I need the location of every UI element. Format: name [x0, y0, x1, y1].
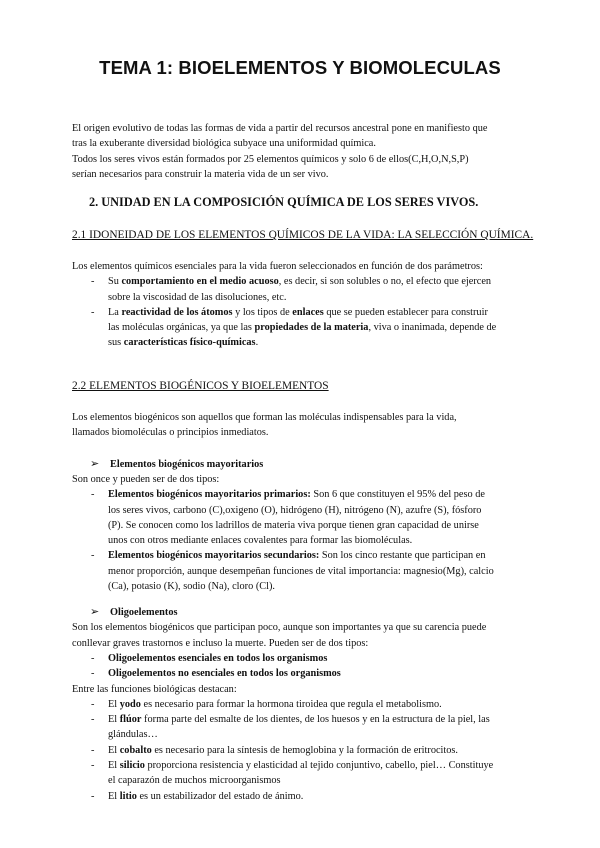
list-item-continuation: menor proporción, aunque desempeñan funciones de vital importancia: magnesio(Mg), calcio	[108, 566, 494, 577]
list-item-continuation: el caparazón de muchos microorganismos	[108, 775, 281, 786]
functions-lead: Entre las funciones biológicas destacan:	[72, 684, 237, 695]
list-item-continuation: (P). Se conocen como los ladrillos de materia viva porque tienen gran capacidad de unirse	[108, 520, 479, 531]
page-title: TEMA 1: BIOELEMENTOS Y BIOMOLECULAS	[99, 57, 501, 78]
dash-marker: -	[91, 668, 95, 679]
list-item-continuation: los seres vivos, carbono (C),oxigeno (O), hidrógeno (H), nitrógeno (N), azufre (S), fósforo	[108, 505, 482, 516]
intro-line-2: tras la exuberante diversidad biológica subyace una uniformidad química.	[72, 138, 376, 149]
dash-marker: -	[91, 307, 95, 318]
subsection-2-1-heading: 2.1 IDONEIDAD DE LOS ELEMENTOS QUÍMICOS DE LA VIDA: LA SELECCIÓN QUÍMICA.	[72, 229, 534, 241]
section-2-heading: 2. UNIDAD EN LA COMPOSICIÓN QUÍMICA DE LOS SERES VIVOS.	[89, 195, 479, 209]
arrow-bullet-icon: ➢	[90, 457, 100, 470]
subsection-2-2-lead-2: llamados biomoléculas o principios inmediatos.	[72, 427, 269, 438]
dash-marker: -	[91, 550, 95, 561]
subsection-2-2-lead-1: Los elementos biogénicos son aquellos que forman las moléculas indispensables para la vida,	[72, 412, 457, 423]
dash-marker: -	[91, 760, 95, 771]
arrow-bullet-icon: ➢	[90, 605, 100, 618]
dash-marker: -	[91, 714, 95, 725]
oligo-text-1: Son los elementos biogénicos que participan poco, aunque son importantes ya que su carencia puede	[72, 622, 487, 633]
list-item-continuation: sobre la viscosidad de las disoluciones, etc.	[108, 292, 287, 303]
mayoritarios-heading: ➢ Elementos biogénicos mayoritarios	[90, 457, 264, 470]
list-item-continuation: glándulas…	[108, 729, 158, 740]
subsection-2-1-lead: Los elementos químicos esenciales para la vida fueron seleccionados en función de dos parámetros:	[72, 261, 483, 272]
mayoritarios-lead: Son once y pueden ser de dos tipos:	[72, 474, 220, 485]
dash-marker: -	[91, 276, 95, 287]
oligoelementos-heading: ➢ Oligoelementos	[90, 605, 178, 618]
list-item-continuation: sus características físico-químicas.	[108, 337, 259, 348]
intro-line-1: El origen evolutivo de todas las formas de vida a partir del recursos ancestral pone en manifiesto que	[72, 123, 488, 134]
dash-marker: -	[91, 653, 95, 664]
dash-marker: -	[91, 791, 95, 802]
document-page: TEMA 1: BIOELEMENTOS Y BIOMOLECULAS El origen evolutivo de todas las formas de vida a partir del recursos ancestral pone en manifiesto que tras la exuberante diversidad biológica subyace una uniformidad química. Todos los seres vivos están formados por 25 elementos químicos y solo 6 de ellos(C,H,O,N,S,P) serían necesarios para construir la materia vida de un ser vivo. 2. UNIDAD EN LA COMPOSICIÓN QUÍMICA DE LOS SERES VIVOS. 2.1 IDONEIDAD DE LOS ELEMENTOS QUÍMICOS DE LA VIDA: LA SELECCIÓN QUÍMICA. Los elementos químicos esenciales para la vida fueron seleccionados en función de dos parámetros: - Su comportamiento en el medio acuoso, es decir, si son solubles o no, el efecto que ejercen sobre la viscosidad de las disoluciones, etc. - La reactividad de los átomos y los tipos de enlaces que se pueden establecer para construir las moléculas orgánicas, ya que las propiedades de la materia, viva o inanimada, depende de sus características físico-químicas. 2.2 ELEMENTOS BIOGÉNICOS Y BIOELEMENTOS Los elementos biogénicos son aquellos que forman las moléculas indispensables para la vida, llamados biomoléculas o principios inmediatos. ➢ Elementos biogénicos mayoritarios Son once y pueden ser de dos tipos: - Elementos biogénicos mayoritarios primarios: Son 6 que constituyen el 95% del peso de los seres vivos, carbono (C),oxigeno (O), hidrógeno (H), nitrógeno (N), azufre (S), fósforo (P). Se conocen como los ladrillos de materia viva porque tienen gran capacidad de unirse unos con otros mediante enlaces covalentes para formar las biomoléculas. - Elementos biogénicos mayoritarios secundarios: Son los cinco restante que participan en menor proporción, aunque desempeñan funciones de vital importancia: magnesio(Mg), calcio (Ca), potasio (K), sodio (Na), cloro (Cl). ➢ Oligoelementos Son los elementos biogénicos que participan poco, aunque son importantes ya que su carencia puede conllevar graves trastornos e incluso la muerte. Pueden ser de dos tipos: - Oligoelementos esenciales en todos los organismos - Oligoelementos no esenciales en todos los organismos Entre las funciones biológicas destacan: - El yodo es necesario para formar la hormona tiroidea que regula el metabolismo. - El flúor forma parte del esmalte de los dientes, de los huesos y en la estructura de la piel, las glándulas… - El cobalto es necesario para la síntesis de hemoglobina y la formación de eritrocitos. - El silicio proporciona resistencia y elasticidad al tejido conjuntivo, cabello, piel… Constituye el caparazón de muchos microorganismos - El litio es un estabilizador del estado de ánimo.	[0, 0, 600, 848]
list-item-continuation: unos con otros mediante enlaces covalentes para formar las biomoléculas.	[108, 535, 413, 546]
dash-marker: -	[91, 699, 95, 710]
list-item-continuation: (Ca), potasio (K), sodio (Na), cloro (Cl).	[108, 581, 275, 592]
list-item-continuation: las moléculas orgánicas, ya que las propiedades de la materia, viva o inanimada, depende de	[108, 322, 497, 333]
subsection-2-2-heading: 2.2 ELEMENTOS BIOGÉNICOS Y BIOELEMENTOS	[72, 380, 329, 392]
oligo-text-2: conllevar graves trastornos e incluso la muerte. Pueden ser de dos tipos:	[72, 638, 369, 649]
dash-marker: -	[91, 489, 95, 500]
dash-marker: -	[91, 745, 95, 756]
intro-line-3: Todos los seres vivos están formados por 25 elementos químicos y solo 6 de ellos(C,H,O,N,S,P)	[72, 154, 469, 165]
intro-line-4: serían necesarios para construir la materia vida de un ser vivo.	[72, 169, 329, 180]
